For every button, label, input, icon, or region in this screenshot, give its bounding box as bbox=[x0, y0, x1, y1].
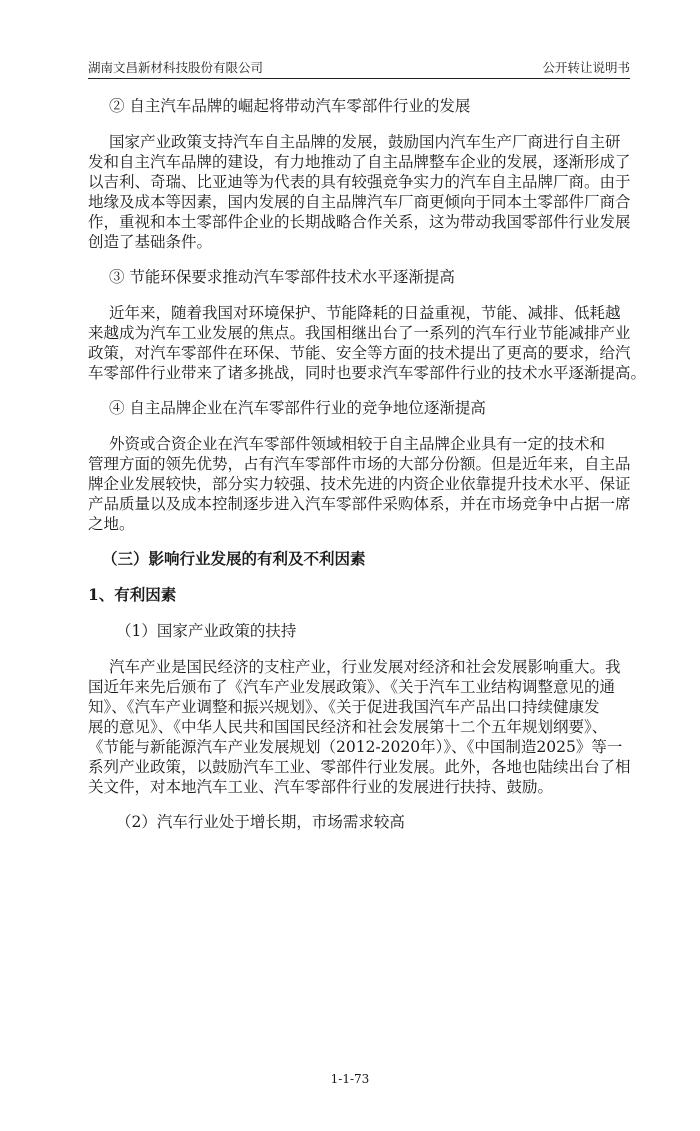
paragraph-line: 近年来，随着我国对环境保护、节能降耗的日益重视，节能、减排、低耗越 bbox=[109, 304, 621, 322]
subsection-heading: 1、有利因素 bbox=[88, 585, 177, 604]
page-content bbox=[88, 96, 647, 848]
paragraph-line: 发和自主汽车品牌的建设，有力地推动了自主品牌整车企业的发展，逐渐形成了 bbox=[88, 153, 631, 171]
paragraph-line: 之地。 bbox=[88, 515, 135, 533]
paragraph-4 bbox=[88, 434, 632, 534]
paragraph-line: 外资或合资企业在汽车零部件领域相较于自主品牌企业具有一定的技术和 bbox=[109, 435, 606, 453]
paragraph-line: 产品质量以及成本控制逐步进入汽车零部件采购体系，并在市场竞争中占据一席 bbox=[88, 495, 631, 513]
paragraph-line: 作，重视和本土零部件企业的长期战略合作关系，这为带动我国零部件行业发展 bbox=[88, 213, 631, 231]
paragraph-line: 国家产业政策支持汽车自主品牌的发展，鼓励国内汽车生产厂商进行自主研 bbox=[109, 133, 621, 151]
item-heading-2: （2）汽车行业处于增长期，市场需求较高 bbox=[116, 813, 405, 831]
paragraph-5 bbox=[88, 657, 632, 797]
paragraph-line: 《节能与新能源汽车产业发展规划（2012-2020年）》、《中国制造2025》等一 bbox=[88, 738, 623, 756]
company-name: 湖南文昌新材科技股份有限公司 bbox=[88, 60, 264, 75]
paragraph-line: 管理方面的领先优势，占有汽车零部件市场的大部分份额。但是近年来，自主品 bbox=[88, 455, 631, 473]
paragraph-line: 来越成为汽车工业发展的焦点。我国相继出台了一系列的汽车行业节能减排产业 bbox=[88, 324, 631, 342]
paragraph-line: 创造了基础条件。 bbox=[88, 233, 213, 251]
heading-2: ② 自主汽车品牌的崛起将带动汽车零部件行业的发展 bbox=[109, 97, 471, 115]
page-number: 1-1-73 bbox=[330, 1072, 370, 1086]
paragraph-line: 以吉利、奇瑞、比亚迪等为代表的具有较强竞争实力的汽车自主品牌厂商。由于 bbox=[88, 173, 631, 191]
heading-3: ③ 节能环保要求推动汽车零部件技术水平逐渐提高 bbox=[109, 268, 455, 286]
paragraph-line: 牌企业发展较快，部分实力较强、技术先进的内资企业依靠提升技术水平、保证 bbox=[88, 475, 631, 493]
page-header bbox=[88, 56, 630, 79]
item-heading-1: （1）国家产业政策的扶持 bbox=[116, 622, 297, 640]
paragraph-line: 展的意见》、《中华人民共和国国民经济和社会发展第十二个五年规划纲要》、 bbox=[88, 718, 608, 736]
paragraph-line: 政策，对汽车零部件在环保、节能、安全等方面的技术提出了更高的要求，给汽 bbox=[88, 344, 631, 362]
paragraph-line: 国近年来先后颁布了《汽车产业发展政策》、《关于汽车工业结构调整意见的通 bbox=[88, 678, 616, 696]
heading-4: ④ 自主品牌企业在汽车零部件行业的竞争地位逐渐提高 bbox=[109, 399, 486, 417]
paragraph-line: 知》、《汽车产业调整和振兴规划》、《关于促进我国汽车产品出口持续健康发 bbox=[88, 698, 600, 716]
paragraph-line: 地缘及成本等因素，国内发展的自主品牌汽车厂商更倾向于同本土零部件厂商合 bbox=[88, 193, 631, 211]
document-type: 公开转让说明书 bbox=[542, 60, 630, 75]
section-heading: （三）影响行业发展的有利及不利因素 bbox=[102, 549, 366, 568]
paragraph-line: 系列产业政策，以鼓励汽车工业、零部件行业发展。此外，各地也陆续出台了相 bbox=[88, 758, 631, 776]
paragraph-line: 关文件，对本地汽车工业、汽车零部件行业的发展进行扶持、鼓励。 bbox=[88, 778, 554, 796]
paragraph-2 bbox=[88, 132, 632, 252]
paragraph-line: 车零部件行业带来了诸多挑战，同时也要求汽车零部件行业的技术水平逐渐提高。 bbox=[88, 364, 647, 382]
paragraph-line: 汽车产业是国民经济的支柱产业，行业发展对经济和社会发展影响重大。我 bbox=[109, 658, 621, 676]
paragraph-3 bbox=[88, 303, 647, 383]
